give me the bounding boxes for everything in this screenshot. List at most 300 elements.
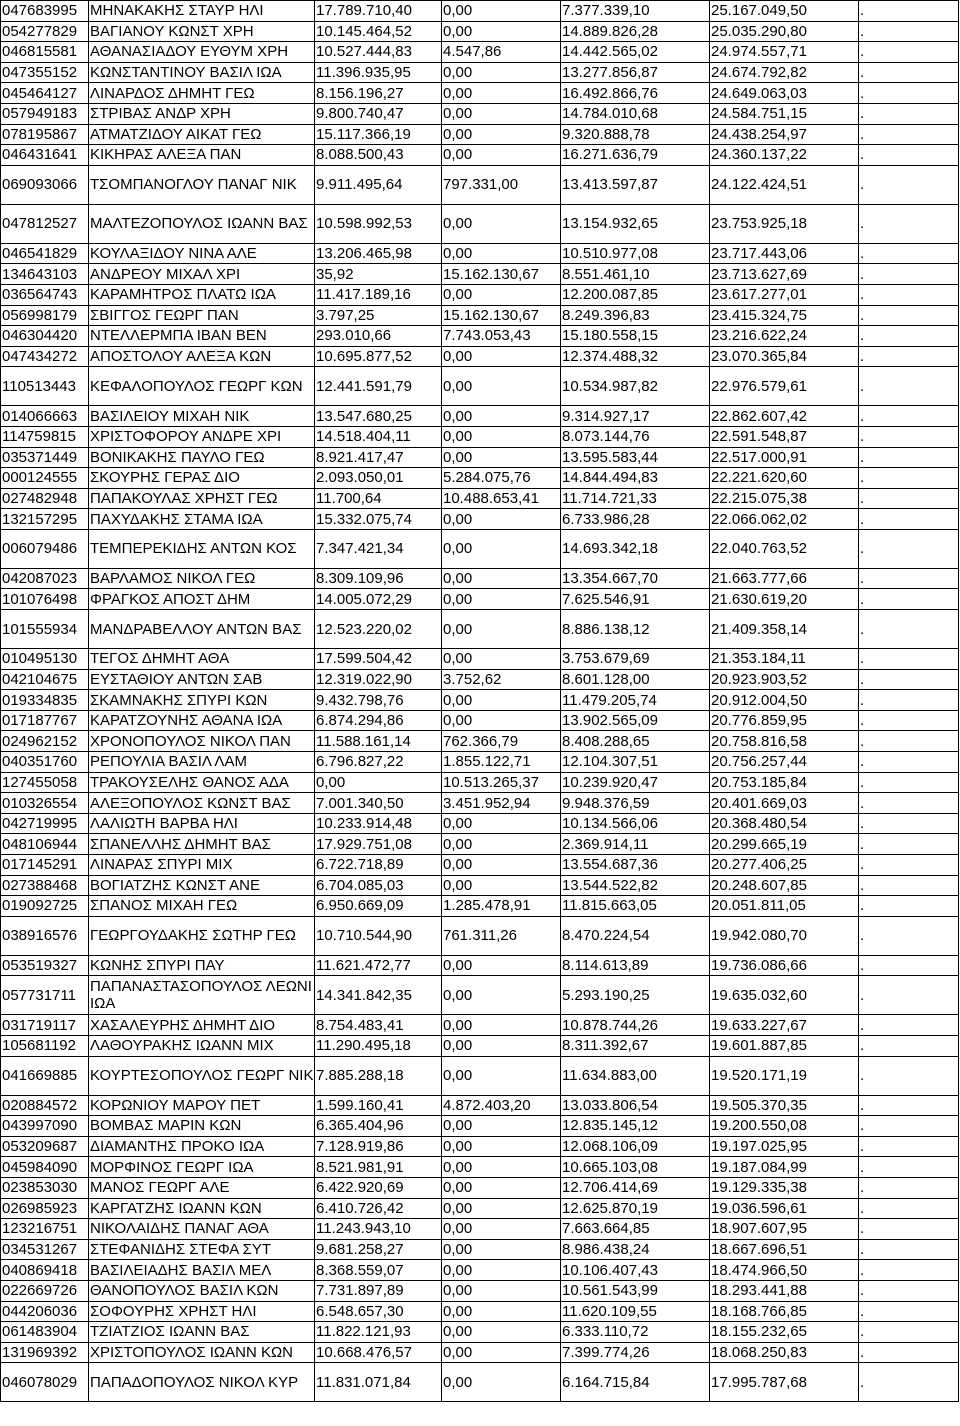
- value-3-cell: 8.311.392,67: [561, 1035, 710, 1056]
- value-1-cell: 9.800.740,47: [315, 103, 442, 124]
- dot-cell: .: [859, 1056, 959, 1095]
- dot-cell: .: [859, 1280, 959, 1301]
- value-2-cell: 0,00: [442, 1239, 561, 1260]
- name-cell: ΘΑΝΟΠΟΥΛΟΣ ΒΑΣΙΛ ΚΩΝ: [89, 1280, 315, 1301]
- value-1-cell: 3.797,25: [315, 305, 442, 326]
- value-2-cell: 0,00: [442, 1342, 561, 1363]
- value-3-cell: 6.733.986,28: [561, 509, 710, 530]
- afm-cell: 047683995: [1, 1, 89, 22]
- value-2-cell: 0,00: [442, 1056, 561, 1095]
- value-3-cell: 13.554.687,36: [561, 855, 710, 876]
- afm-cell: 046815581: [1, 42, 89, 63]
- name-cell: ΚΩΝΗΣ ΣΠΥΡΙ ΠΑΥ: [89, 955, 315, 976]
- value-4-cell: 20.753.185,84: [710, 772, 859, 793]
- dot-cell: .: [859, 326, 959, 347]
- value-2-cell: 0,00: [442, 1198, 561, 1219]
- name-cell: ΚΕΦΑΛΟΠΟΥΛΟΣ ΓΕΩΡΓ ΚΩΝ: [89, 367, 315, 406]
- dot-cell: .: [859, 1035, 959, 1056]
- table-row: [1, 305, 959, 326]
- name-cell: ΒΟΓΙΑΤΖΗΣ ΚΩΝΣΤ ΑΝΕ: [89, 875, 315, 896]
- value-2-cell: 0,00: [442, 568, 561, 589]
- value-4-cell: 19.633.227,67: [710, 1015, 859, 1036]
- value-3-cell: 6.333.110,72: [561, 1322, 710, 1343]
- table-row: [1, 488, 959, 509]
- table-row: [1, 426, 959, 447]
- value-2-cell: 0,00: [442, 447, 561, 468]
- value-4-cell: 21.409.358,14: [710, 610, 859, 649]
- value-2-cell: 0,00: [442, 1177, 561, 1198]
- value-3-cell: 15.180.558,15: [561, 326, 710, 347]
- value-2-cell: 797.331,00: [442, 165, 561, 204]
- value-4-cell: 19.036.596,61: [710, 1198, 859, 1219]
- table-row: [1, 367, 959, 406]
- value-4-cell: 18.474.966,50: [710, 1260, 859, 1281]
- value-3-cell: 11.620.109,55: [561, 1301, 710, 1322]
- dot-cell: .: [859, 1239, 959, 1260]
- afm-cell: 000124555: [1, 468, 89, 489]
- value-2-cell: 761.311,26: [442, 916, 561, 955]
- name-cell: ΝΙΚΟΛΑΙΔΗΣ ΠΑΝΑΓ ΑΘΑ: [89, 1219, 315, 1240]
- value-3-cell: 10.106.407,43: [561, 1260, 710, 1281]
- afm-cell: 022669726: [1, 1280, 89, 1301]
- value-2-cell: 0,00: [442, 145, 561, 166]
- value-4-cell: 24.360.137,22: [710, 145, 859, 166]
- value-3-cell: 8.249.396,83: [561, 305, 710, 326]
- value-3-cell: 8.114.613,89: [561, 955, 710, 976]
- value-1-cell: 11.700,64: [315, 488, 442, 509]
- value-4-cell: 20.401.669,03: [710, 793, 859, 814]
- table-row: [1, 1363, 959, 1402]
- dot-cell: .: [859, 1322, 959, 1343]
- value-2-cell: 0,00: [442, 1363, 561, 1402]
- value-2-cell: 0,00: [442, 1157, 561, 1178]
- table-row: [1, 62, 959, 83]
- value-4-cell: 23.070.365,84: [710, 346, 859, 367]
- value-1-cell: 6.874.294,86: [315, 710, 442, 731]
- value-3-cell: 13.354.667,70: [561, 568, 710, 589]
- value-3-cell: 12.706.414,69: [561, 1177, 710, 1198]
- value-1-cell: 12.523.220,02: [315, 610, 442, 649]
- value-4-cell: 19.200.550,08: [710, 1116, 859, 1137]
- value-3-cell: 7.399.774,26: [561, 1342, 710, 1363]
- dot-cell: .: [859, 509, 959, 530]
- dot-cell: .: [859, 346, 959, 367]
- afm-cell: 027388468: [1, 875, 89, 896]
- value-2-cell: 0,00: [442, 83, 561, 104]
- afm-cell: 031719117: [1, 1015, 89, 1036]
- value-3-cell: 10.665.103,08: [561, 1157, 710, 1178]
- value-1-cell: 8.088.500,43: [315, 145, 442, 166]
- value-1-cell: 6.704.085,03: [315, 875, 442, 896]
- table-row: [1, 1136, 959, 1157]
- dot-cell: .: [859, 1363, 959, 1402]
- value-2-cell: 0,00: [442, 710, 561, 731]
- value-1-cell: 13.206.465,98: [315, 243, 442, 264]
- name-cell: ΛΙΝΑΡΑΣ ΣΠΥΡΙ ΜΙΧ: [89, 855, 315, 876]
- dot-cell: .: [859, 83, 959, 104]
- value-2-cell: 0,00: [442, 1301, 561, 1322]
- value-1-cell: 8.521.981,91: [315, 1157, 442, 1178]
- table-row: [1, 1260, 959, 1281]
- value-1-cell: 7.731.897,89: [315, 1280, 442, 1301]
- value-3-cell: 12.104.307,51: [561, 752, 710, 773]
- value-2-cell: 15.162.130,67: [442, 264, 561, 285]
- name-cell: ΛΑΘΟΥΡΑΚΗΣ ΙΩΑΝΝ ΜΙΧ: [89, 1035, 315, 1056]
- value-1-cell: 17.789.710,40: [315, 1, 442, 22]
- value-4-cell: 23.216.622,24: [710, 326, 859, 347]
- name-cell: ΒΟΝΙΚΑΚΗΣ ΠΑΥΛΟ ΓΕΩ: [89, 447, 315, 468]
- dot-cell: .: [859, 426, 959, 447]
- dot-cell: .: [859, 103, 959, 124]
- value-4-cell: 24.438.254,97: [710, 124, 859, 145]
- value-2-cell: 10.513.265,37: [442, 772, 561, 793]
- value-3-cell: 8.470.224,54: [561, 916, 710, 955]
- table-row: [1, 264, 959, 285]
- table-body: [1, 1, 959, 1402]
- afm-cell: 034531267: [1, 1239, 89, 1260]
- table-row: [1, 772, 959, 793]
- name-cell: ΠΑΠΑΝΑΣΤΑΣΟΠΟΥΛΟΣ ΛΕΩΝΙ ΙΩΑ: [89, 976, 315, 1015]
- value-1-cell: 9.911.495,64: [315, 165, 442, 204]
- table-row: [1, 1157, 959, 1178]
- value-4-cell: 19.187.084,99: [710, 1157, 859, 1178]
- value-1-cell: 7.001.340,50: [315, 793, 442, 814]
- name-cell: ΒΑΣΙΛΕΙΑΔΗΣ ΒΑΣΙΛ ΜΕΛ: [89, 1260, 315, 1281]
- afm-cell: 043997090: [1, 1116, 89, 1137]
- value-3-cell: 14.844.494,83: [561, 468, 710, 489]
- afm-cell: 006079486: [1, 529, 89, 568]
- value-4-cell: 22.215.075,38: [710, 488, 859, 509]
- value-2-cell: 0,00: [442, 284, 561, 305]
- value-2-cell: 0,00: [442, 1035, 561, 1056]
- value-4-cell: 20.277.406,25: [710, 855, 859, 876]
- afm-cell: 057949183: [1, 103, 89, 124]
- value-4-cell: 24.974.557,71: [710, 42, 859, 63]
- afm-cell: 047355152: [1, 62, 89, 83]
- value-1-cell: 8.754.483,41: [315, 1015, 442, 1036]
- dot-cell: .: [859, 649, 959, 670]
- value-2-cell: 0,00: [442, 124, 561, 145]
- afm-cell: 020884572: [1, 1095, 89, 1116]
- table-row: [1, 145, 959, 166]
- table-row: [1, 124, 959, 145]
- value-3-cell: 13.277.856,87: [561, 62, 710, 83]
- afm-cell: 042719995: [1, 813, 89, 834]
- value-4-cell: 19.197.025,95: [710, 1136, 859, 1157]
- value-2-cell: 0,00: [442, 406, 561, 427]
- value-1-cell: 11.822.121,93: [315, 1322, 442, 1343]
- value-4-cell: 18.293.441,88: [710, 1280, 859, 1301]
- dot-cell: .: [859, 1136, 959, 1157]
- afm-cell: 036564743: [1, 284, 89, 305]
- table-row: [1, 813, 959, 834]
- dot-cell: .: [859, 204, 959, 243]
- name-cell: ΣΠΑΝΟΣ ΜΙΧΑΗ ΓΕΩ: [89, 896, 315, 917]
- afm-cell: 040351760: [1, 752, 89, 773]
- value-4-cell: 21.663.777,66: [710, 568, 859, 589]
- dot-cell: .: [859, 813, 959, 834]
- value-2-cell: 0,00: [442, 834, 561, 855]
- value-1-cell: 7.128.919,86: [315, 1136, 442, 1157]
- value-3-cell: 12.068.106,09: [561, 1136, 710, 1157]
- table-row: [1, 1219, 959, 1240]
- value-4-cell: 19.635.032,60: [710, 976, 859, 1015]
- value-4-cell: 17.995.787,68: [710, 1363, 859, 1402]
- afm-cell: 023853030: [1, 1177, 89, 1198]
- value-4-cell: 20.299.665,19: [710, 834, 859, 855]
- afm-cell: 057731711: [1, 976, 89, 1015]
- table-row: [1, 610, 959, 649]
- dot-cell: .: [859, 710, 959, 731]
- value-2-cell: 0,00: [442, 690, 561, 711]
- value-3-cell: 10.561.543,99: [561, 1280, 710, 1301]
- value-3-cell: 2.369.914,11: [561, 834, 710, 855]
- afm-cell: 110513443: [1, 367, 89, 406]
- value-3-cell: 8.601.128,00: [561, 669, 710, 690]
- dot-cell: .: [859, 1015, 959, 1036]
- name-cell: ΣΤΕΦΑΝΙΔΗΣ ΣΤΕΦΑ ΣΥΤ: [89, 1239, 315, 1260]
- value-2-cell: 5.284.075,76: [442, 468, 561, 489]
- table-row: [1, 346, 959, 367]
- afm-cell: 024962152: [1, 731, 89, 752]
- value-3-cell: 5.293.190,25: [561, 976, 710, 1015]
- value-2-cell: 0,00: [442, 955, 561, 976]
- dot-cell: .: [859, 42, 959, 63]
- value-2-cell: 0,00: [442, 62, 561, 83]
- value-3-cell: 10.239.920,47: [561, 772, 710, 793]
- value-4-cell: 24.674.792,82: [710, 62, 859, 83]
- name-cell: ΚΑΡΓΑΤΖΗΣ ΙΩΑΝΝ ΚΩΝ: [89, 1198, 315, 1219]
- name-cell: ΒΟΜΒΑΣ ΜΑΡΙΝ ΚΩΝ: [89, 1116, 315, 1137]
- dot-cell: .: [859, 447, 959, 468]
- value-3-cell: 13.154.932,65: [561, 204, 710, 243]
- name-cell: ΧΑΣΑΛΕΥΡΗΣ ΔΗΜΗΤ ΔΙΟ: [89, 1015, 315, 1036]
- value-2-cell: 0,00: [442, 813, 561, 834]
- table-row: [1, 1035, 959, 1056]
- table-row: [1, 568, 959, 589]
- value-2-cell: 0,00: [442, 529, 561, 568]
- table-row: [1, 690, 959, 711]
- value-4-cell: 18.667.696,51: [710, 1239, 859, 1260]
- value-2-cell: 0,00: [442, 367, 561, 406]
- afm-cell: 134643103: [1, 264, 89, 285]
- value-1-cell: 14.518.404,11: [315, 426, 442, 447]
- value-1-cell: 2.093.050,01: [315, 468, 442, 489]
- dot-cell: .: [859, 1219, 959, 1240]
- dot-cell: .: [859, 1157, 959, 1178]
- value-4-cell: 21.630.619,20: [710, 589, 859, 610]
- value-2-cell: 0,00: [442, 509, 561, 530]
- afm-cell: 046078029: [1, 1363, 89, 1402]
- table-row: [1, 21, 959, 42]
- table-row: [1, 589, 959, 610]
- afm-cell: 010326554: [1, 793, 89, 814]
- afm-cell: 046431641: [1, 145, 89, 166]
- table-row: [1, 1015, 959, 1036]
- table-row: [1, 1095, 959, 1116]
- value-3-cell: 16.492.866,76: [561, 83, 710, 104]
- afm-cell: 046304420: [1, 326, 89, 347]
- value-2-cell: 0,00: [442, 204, 561, 243]
- value-4-cell: 19.129.335,38: [710, 1177, 859, 1198]
- value-1-cell: 1.599.160,41: [315, 1095, 442, 1116]
- value-4-cell: 22.066.062,02: [710, 509, 859, 530]
- value-1-cell: 9.681.258,27: [315, 1239, 442, 1260]
- value-1-cell: 6.548.657,30: [315, 1301, 442, 1322]
- table-row: [1, 468, 959, 489]
- value-2-cell: 7.743.053,43: [442, 326, 561, 347]
- name-cell: ΚΟΥΡΤΕΣΟΠΟΥΛΟΣ ΓΕΩΡΓ ΝΙΚ: [89, 1056, 315, 1095]
- table-row: [1, 326, 959, 347]
- name-cell: ΣΤΡΙΒΑΣ ΑΝΔΡ ΧΡΗ: [89, 103, 315, 124]
- value-1-cell: 10.598.992,53: [315, 204, 442, 243]
- dot-cell: .: [859, 568, 959, 589]
- afm-cell: 044206036: [1, 1301, 89, 1322]
- value-1-cell: 6.950.669,09: [315, 896, 442, 917]
- dot-cell: .: [859, 243, 959, 264]
- value-3-cell: 13.033.806,54: [561, 1095, 710, 1116]
- value-3-cell: 14.693.342,18: [561, 529, 710, 568]
- table-row: [1, 731, 959, 752]
- dot-cell: .: [859, 1095, 959, 1116]
- value-1-cell: 7.347.421,34: [315, 529, 442, 568]
- dot-cell: .: [859, 772, 959, 793]
- value-4-cell: 24.649.063,03: [710, 83, 859, 104]
- name-cell: ΧΡΙΣΤΟΦΟΡΟΥ ΑΝΔΡΕ ΧΡΙ: [89, 426, 315, 447]
- value-4-cell: 19.505.370,35: [710, 1095, 859, 1116]
- name-cell: ΓΕΩΡΓΟΥΔΑΚΗΣ ΣΩΤΗΡ ΓΕΩ: [89, 916, 315, 955]
- value-3-cell: 8.986.438,24: [561, 1239, 710, 1260]
- afm-cell: 017187767: [1, 710, 89, 731]
- table-row: [1, 834, 959, 855]
- value-1-cell: 11.417.189,16: [315, 284, 442, 305]
- value-1-cell: 10.695.877,52: [315, 346, 442, 367]
- dot-cell: .: [859, 752, 959, 773]
- afm-cell: 105681192: [1, 1035, 89, 1056]
- value-1-cell: 11.621.472,77: [315, 955, 442, 976]
- value-3-cell: 11.714.721,33: [561, 488, 710, 509]
- table-row: [1, 1177, 959, 1198]
- value-3-cell: 11.634.883,00: [561, 1056, 710, 1095]
- dot-cell: .: [859, 367, 959, 406]
- value-3-cell: 16.271.636,79: [561, 145, 710, 166]
- table-row: [1, 710, 959, 731]
- table-row: [1, 529, 959, 568]
- name-cell: ΑΤΜΑΤΖΙΔΟΥ ΑΙΚΑΤ ΓΕΩ: [89, 124, 315, 145]
- afm-cell: 041669885: [1, 1056, 89, 1095]
- table-row: [1, 875, 959, 896]
- table-row: [1, 1280, 959, 1301]
- dot-cell: .: [859, 1198, 959, 1219]
- dot-cell: .: [859, 1177, 959, 1198]
- value-4-cell: 20.368.480,54: [710, 813, 859, 834]
- name-cell: ΤΕΜΠΕΡΕΚΙΔΗΣ ΑΝΤΩΝ ΚΟΣ: [89, 529, 315, 568]
- table-row: [1, 1322, 959, 1343]
- value-1-cell: 7.885.288,18: [315, 1056, 442, 1095]
- value-4-cell: 19.736.086,66: [710, 955, 859, 976]
- name-cell: ΑΝΔΡΕΟΥ ΜΙΧΑΛ ΧΡΙ: [89, 264, 315, 285]
- afm-cell: 123216751: [1, 1219, 89, 1240]
- afm-cell: 053209687: [1, 1136, 89, 1157]
- name-cell: ΚΑΡΑΤΖΟΥΝΗΣ ΑΘΑΝΑ ΙΩΑ: [89, 710, 315, 731]
- table-row: [1, 955, 959, 976]
- afm-cell: 047434272: [1, 346, 89, 367]
- afm-cell: 019334835: [1, 690, 89, 711]
- value-1-cell: 14.341.842,35: [315, 976, 442, 1015]
- dot-cell: .: [859, 488, 959, 509]
- table-row: [1, 83, 959, 104]
- afm-cell: 045984090: [1, 1157, 89, 1178]
- value-1-cell: 17.929.751,08: [315, 834, 442, 855]
- table-row: [1, 649, 959, 670]
- name-cell: ΚΟΥΛΑΞΙΔΟΥ ΝΙΝΑ ΑΛΕ: [89, 243, 315, 264]
- name-cell: ΒΑΣΙΛΕΙΟΥ ΜΙΧΑΗ ΝΙΚ: [89, 406, 315, 427]
- value-1-cell: 6.422.920,69: [315, 1177, 442, 1198]
- afm-cell: 014066663: [1, 406, 89, 427]
- value-3-cell: 11.815.663,05: [561, 896, 710, 917]
- table-row: [1, 103, 959, 124]
- table-row: [1, 1239, 959, 1260]
- name-cell: ΡΕΠΟΥΛΙΑ ΒΑΣΙΛ ΛΑΜ: [89, 752, 315, 773]
- afm-cell: 101555934: [1, 610, 89, 649]
- dot-cell: .: [859, 690, 959, 711]
- value-3-cell: 9.314.927,17: [561, 406, 710, 427]
- name-cell: ΒΑΡΛΑΜΟΣ ΝΙΚΟΛ ΓΕΩ: [89, 568, 315, 589]
- value-1-cell: 17.599.504,42: [315, 649, 442, 670]
- name-cell: ΜΗΝΑΚΑΚΗΣ ΣΤΑΥΡ ΗΛΙ: [89, 1, 315, 22]
- value-3-cell: 12.200.087,85: [561, 284, 710, 305]
- afm-cell: 026985923: [1, 1198, 89, 1219]
- value-4-cell: 25.035.290,80: [710, 21, 859, 42]
- table-row: [1, 509, 959, 530]
- dot-cell: .: [859, 793, 959, 814]
- table-row: [1, 1198, 959, 1219]
- table-row: [1, 1342, 959, 1363]
- value-4-cell: 20.051.811,05: [710, 896, 859, 917]
- afm-cell: 069093066: [1, 165, 89, 204]
- table-row: [1, 42, 959, 63]
- name-cell: ΛΙΝΑΡΔΟΣ ΔΗΜΗΤ ΓΕΩ: [89, 83, 315, 104]
- value-1-cell: 10.668.476,57: [315, 1342, 442, 1363]
- value-4-cell: 19.520.171,19: [710, 1056, 859, 1095]
- value-2-cell: 0,00: [442, 855, 561, 876]
- name-cell: ΣΚΟΥΡΗΣ ΓΕΡΑΣ ΔΙΟ: [89, 468, 315, 489]
- value-3-cell: 10.510.977,08: [561, 243, 710, 264]
- value-2-cell: 0,00: [442, 649, 561, 670]
- value-2-cell: 0,00: [442, 346, 561, 367]
- value-2-cell: 4.547,86: [442, 42, 561, 63]
- value-3-cell: 14.889.826,28: [561, 21, 710, 42]
- table-row: [1, 669, 959, 690]
- value-1-cell: 35,92: [315, 264, 442, 285]
- value-4-cell: 23.753.925,18: [710, 204, 859, 243]
- dot-cell: .: [859, 124, 959, 145]
- value-3-cell: 12.625.870,19: [561, 1198, 710, 1219]
- afm-cell: 042087023: [1, 568, 89, 589]
- dot-cell: .: [859, 834, 959, 855]
- dot-cell: .: [859, 305, 959, 326]
- value-4-cell: 23.415.324,75: [710, 305, 859, 326]
- value-1-cell: 12.441.591,79: [315, 367, 442, 406]
- afm-cell: 027482948: [1, 488, 89, 509]
- name-cell: ΕΥΣΤΑΘΙΟΥ ΑΝΤΩΝ ΣΑΒ: [89, 669, 315, 690]
- value-1-cell: 9.432.798,76: [315, 690, 442, 711]
- value-2-cell: 0,00: [442, 426, 561, 447]
- dot-cell: .: [859, 589, 959, 610]
- afm-cell: 131969392: [1, 1342, 89, 1363]
- value-2-cell: 0,00: [442, 1015, 561, 1036]
- value-4-cell: 22.862.607,42: [710, 406, 859, 427]
